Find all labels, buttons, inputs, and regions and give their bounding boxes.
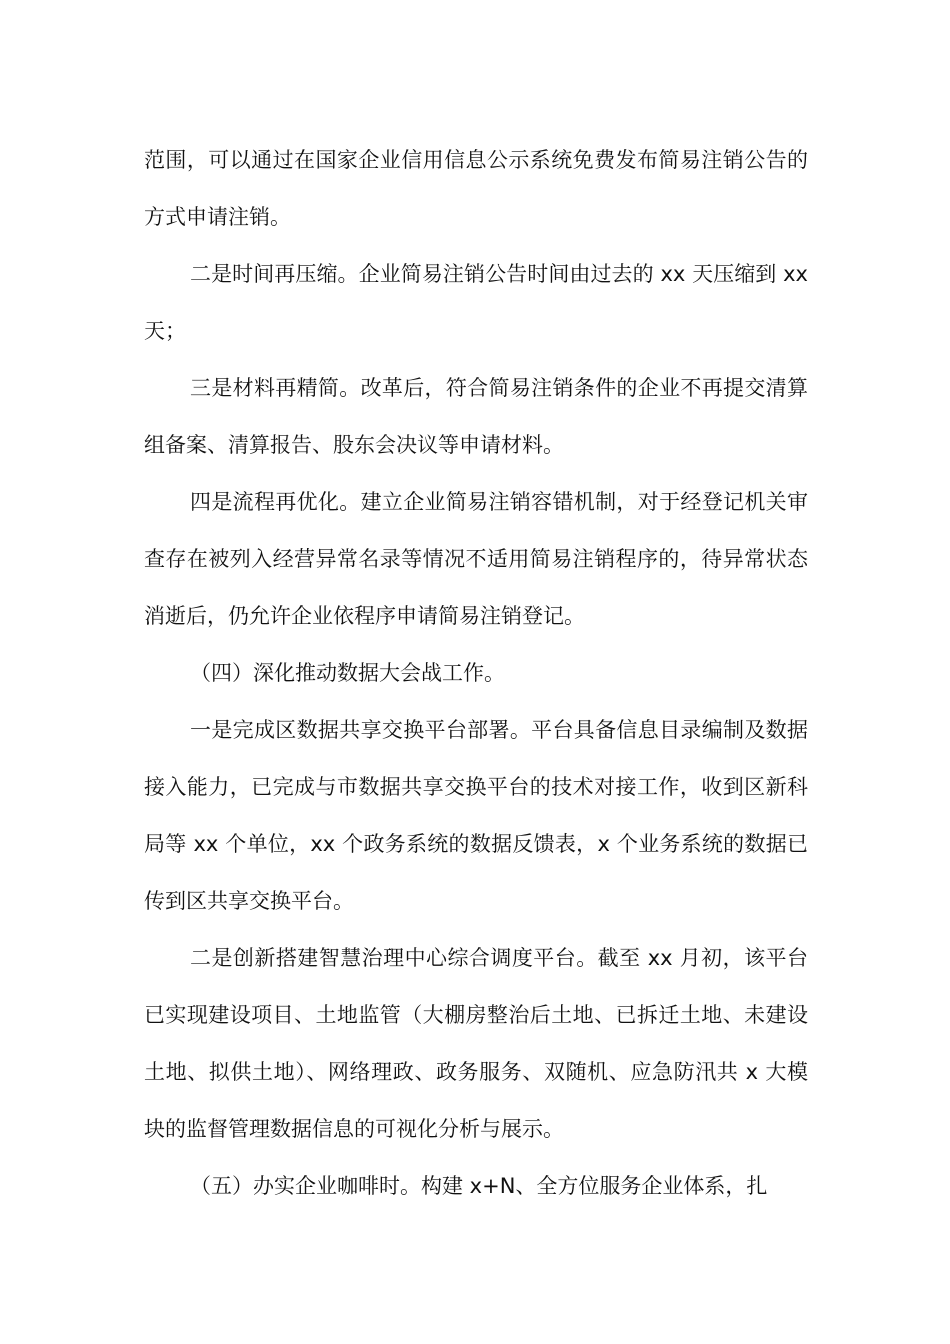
paragraph: 二是创新搭建智慧治理中心综合调度平台。截至 xx 月初，该平台已实现建设项目、土地监管（大棚房整治后土地、已拆迁土地、未建设土地、拟供土地）、网络理政、政务服务、双随机、应急防汛共 x 大模块的监督管理数据信息的可视化分析与展示。 (144, 946, 808, 1141)
paragraph: 三是材料再精简。改革后，符合简易注销条件的企业不再提交清算组备案、清算报告、股东会决议等申请材料。 (144, 376, 808, 457)
section-heading: （五）办实企业咖啡时。构建 x+N、全方位服务企业体系，扎 (190, 1174, 768, 1198)
paragraph: 范围，可以通过在国家企业信用信息公示系统免费发布简易注销公告的方式申请注销。 (144, 148, 808, 229)
section-heading: （四）深化推动数据大会战工作。 (190, 661, 505, 685)
document-body (144, 132, 808, 1215)
paragraph: 二是时间再压缩。企业简易注销公告时间由过去的 xx 天压缩到 xx 天； (144, 262, 808, 343)
paragraph: 四是流程再优化。建立企业简易注销容错机制，对于经登记机关审查存在被列入经营异常名录等情况不适用简易注销程序的，待异常状态消逝后，仍允许企业依程序申请简易注销登记。 (144, 490, 808, 628)
paragraph: 一是完成区数据共享交换平台部署。平台具备信息目录编制及数据接入能力，已完成与市数据共享交换平台的技术对接工作，收到区新科局等 xx 个单位，xx 个政务系统的数据反馈表，x 个业务系统的数据已传到区共享交换平台。 (144, 718, 808, 913)
